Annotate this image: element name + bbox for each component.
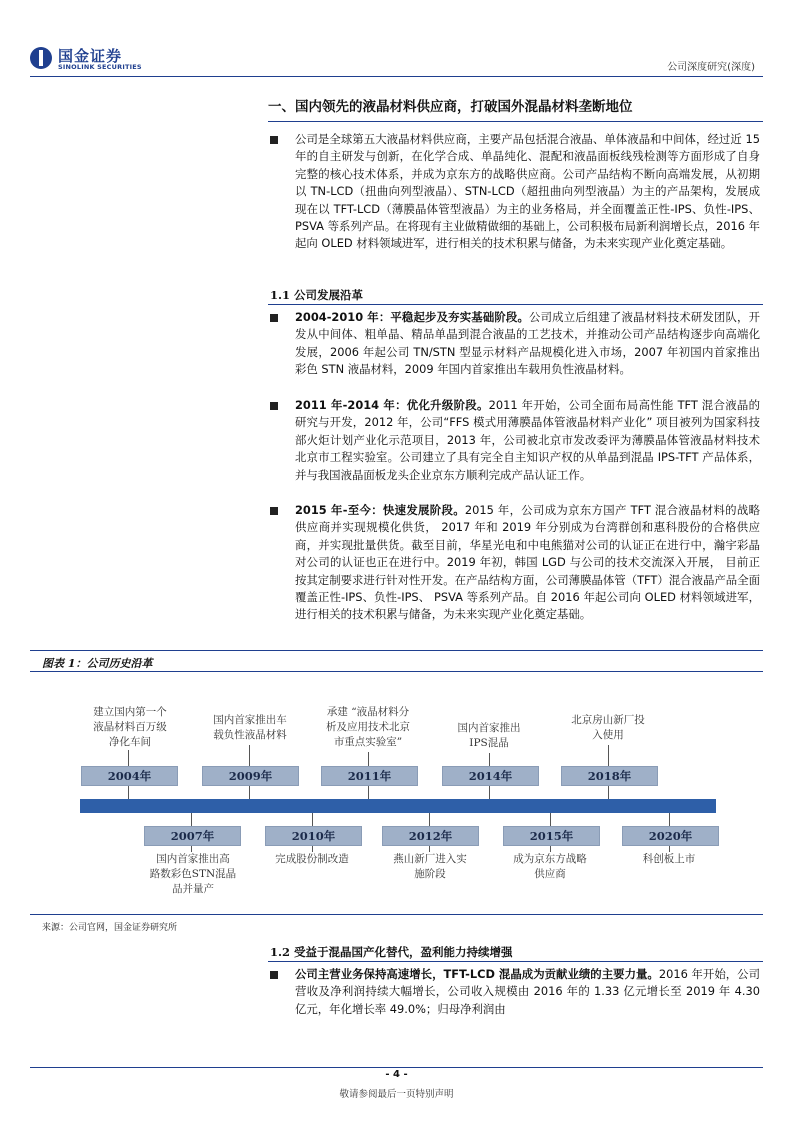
timeline-tick (312, 813, 313, 826)
timeline-year: 2020年 (622, 826, 719, 846)
timeline-tick (368, 786, 369, 799)
section-title: 一、国内领先的液晶材料供应商，打破国外混晶材料垄断地位 (268, 99, 633, 115)
timeline-tick (608, 745, 609, 766)
timeline-year: 2014年 (442, 766, 539, 786)
bullet-icon (270, 507, 278, 515)
timeline-year: 2004年 (81, 766, 178, 786)
timeline-caption: 燕山新厂进入实 施阶段 (393, 853, 467, 880)
timeline-tick (368, 752, 369, 766)
footer-divider (30, 1067, 763, 1068)
figure-title-divider (30, 671, 763, 672)
profit-paragraph (295, 966, 760, 1018)
footer-disclaimer: 敬请参阅最后一页特别声明 (339, 1089, 454, 1100)
timeline-caption: 完成股份制改造 (275, 853, 349, 865)
header-divider (30, 76, 763, 77)
bullet-icon (270, 314, 278, 322)
timeline-year: 2012年 (382, 826, 479, 846)
bullet-icon (270, 402, 278, 410)
timeline-caption: 国内首家推出车 载负性液晶材料 (213, 714, 287, 741)
timeline-tick (249, 745, 250, 766)
timeline-tick (550, 813, 551, 826)
timeline-tick (608, 786, 609, 799)
figure-bottom-divider (30, 914, 763, 915)
timeline-tick (249, 786, 250, 799)
history-item (295, 397, 760, 484)
timeline-caption: 国内首家推出高 路数彩色STN混晶 品并量产 (149, 853, 237, 895)
subsection-title: 1.1 公司发展沿革 (270, 288, 364, 302)
history-item (295, 502, 760, 624)
timeline-caption: 建立国内第一个 液晶材料百万级 净化车间 (93, 706, 167, 748)
subsection-divider (268, 961, 763, 962)
timeline-tick (128, 750, 129, 766)
timeline-year: 2010年 (265, 826, 362, 846)
timeline-caption: 国内首家推出 IPS混晶 (457, 722, 521, 749)
timeline-tick (489, 786, 490, 799)
timeline-year: 2011年 (321, 766, 418, 786)
profit-lead: 公司主营业务保持高速增长，TFT-LCD 混晶成为贡献业绩的主要力量。 (295, 967, 659, 981)
logo-text: 国金证券 (58, 47, 123, 65)
bullet-icon (270, 971, 278, 979)
timeline-caption: 北京房山新厂投 入使用 (571, 714, 645, 741)
intro-paragraph: 公司是全球第五大液晶材料供应商，主要产品包括混合液晶、单体液晶和中间体，经过近 15 年的自主研发与创新，在化学合成、单晶纯化、混配和液晶面板线残检测等方面形成了自身完整的核心技术体系，并成为京东方的战略供应商。公司产品结构不断向高端发展，从初期以 TN-LCD（扭曲向列型液晶）、STN-LCD（超扭曲向列型液晶）为主的产品架构，发展成现在以 TFT-LCD（薄膜晶体管型液晶）为主的业务格局，并全面覆盖正性-IPS、负性-IPS、PSVA 等系列产品。在将现有主业做精做细的基础上，公司积极布局新利润增长点，2016 年起向 OLED 材料领域进军，进行相关的技术积累与储备，为未来实现产业化奠定基础。 (295, 132, 760, 251)
timeline-caption: 成为京东方战略 供应商 (513, 853, 587, 880)
report-type: 公司深度研究(深度) (667, 62, 755, 73)
history-item-lead: 2011 年-2014 年：优化升级阶段。 (295, 398, 489, 412)
history-item-text: 2011 年开始，公司全面布局高性能 TFT 混合液晶的研究与开发，2012 年，公司“FFS 模式用薄膜晶体管液晶材料产业化” 项目被列为国家科技部火炬计划产业化示范项目，2013 年，公司被北京市发改委评为薄膜晶体管液晶材料技术北京市工程实验室。公司建立了具有完全自主知识产权的从单晶到混晶 IPS-TFT 产品体系，并与我国液晶面板龙头企业京东方顺利完成产品认证工作。 (295, 398, 760, 482)
profit-text: 2016 年开始，公司营收及净利润持续大幅增长，公司收入规模由 2016 年的 1.33 亿元增长至 2019 年 4.30 亿元，年化增长率 49.0%；归母净利润由 (295, 967, 760, 1016)
history-item-lead: 2015 年-至今：快速发展阶段。 (295, 503, 465, 517)
page-number: - 4 - (385, 1069, 408, 1080)
timeline-tick (128, 786, 129, 799)
logo-icon (30, 47, 52, 69)
subsection-title: 1.2 受益于混晶国产化替代，盈利能力持续增强 (270, 945, 513, 959)
history-item-text: 2015 年，公司成为京东方国产 TFT 混合液晶材料的战略供应商并实现规模化供货， 2017 年和 2019 年分别成为台湾群创和惠科股份的合格供应商，并实现批量供货。截至目前，华星光电和中电熊猫对公司的认证正在进行中，瀚宇彩晶对公司的认证也正在进行中。2019 年初，韩国 LGD 与公司的技术交流深入开展， 目前正按其定制要求进行针对性开发。在产品结构方面，公司薄膜晶体管（TFT）混合液晶产品全面覆盖正性-IPS、负性-IPS、 PSVA 等系列产品。自 2016 年起公司向 OLED 材料领域进军，进行相关的技术积累与储备，为未来实现产业化奠定基础。 (295, 503, 760, 622)
timeline-tick (669, 813, 670, 826)
timeline-year: 2007年 (144, 826, 241, 846)
logo-subtext: SINOLINK SECURITIES (58, 63, 142, 71)
section-divider (268, 121, 763, 122)
history-item-text: 公司成立后组建了液晶材料技术研发团队，开发从中间体、粗单晶、精品单晶到混合液晶的工艺技术，并推动公司产品结构逐步向高端化发展，2006 年起公司 TN/STN 型显示材料产品规模化进入市场，2007 年初国内首家推出彩色 STN 液晶材料，2009 年国内首家推出车载用负性液晶材料。 (295, 310, 760, 377)
figure-title: 图表 1：公司历史沿革 (42, 657, 153, 670)
figure-source: 来源：公司官网，国金证券研究所 (42, 923, 178, 933)
subsection-divider (268, 304, 763, 305)
history-item (295, 309, 760, 379)
figure-top-divider (30, 650, 763, 651)
timeline-year: 2015年 (503, 826, 600, 846)
timeline-tick (489, 753, 490, 766)
history-item-lead: 2004-2010 年：平稳起步及夯实基础阶段。 (295, 310, 530, 324)
bullet-icon (270, 136, 278, 144)
timeline-year: 2009年 (202, 766, 299, 786)
timeline-caption: 承建 “液晶材料分 析及应用技术北京 市重点实验室” (326, 706, 410, 748)
timeline-tick (429, 813, 430, 826)
timeline-caption: 科创板上市 (642, 853, 696, 865)
timeline-year: 2018年 (561, 766, 658, 786)
timeline-bar (80, 799, 716, 813)
timeline-tick (191, 813, 192, 826)
